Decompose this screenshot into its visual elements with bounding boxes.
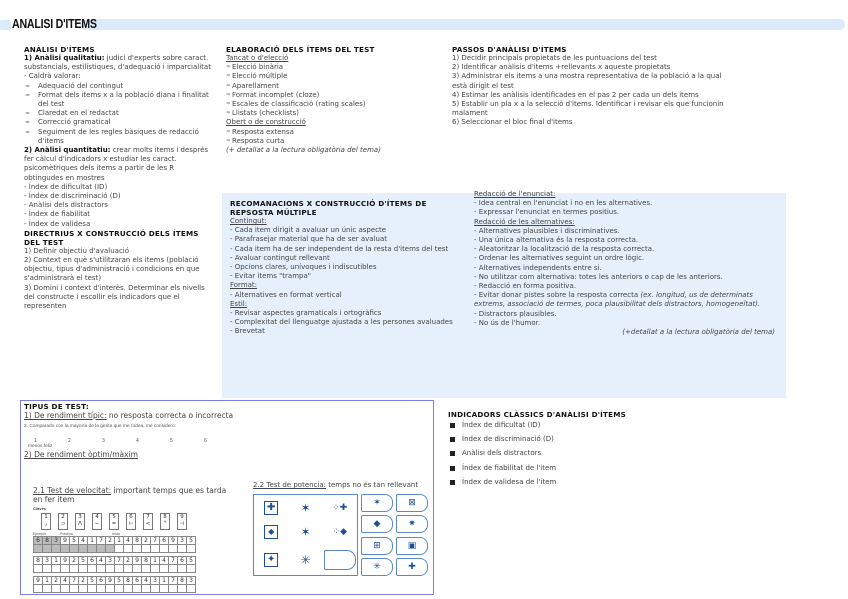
grid-answer-cell xyxy=(178,545,187,553)
contingut-item: - Opcions clares, unívoques i indiscutibles xyxy=(230,263,377,272)
grid-digit: 1 xyxy=(88,537,97,545)
alternatives-item: - Alternatives plausibles i discriminatives. xyxy=(474,226,620,235)
tancat-item: ≈ Llistats (checklists) xyxy=(226,109,441,118)
grid-answer-cell xyxy=(70,545,79,553)
grid-answer-cell xyxy=(124,585,133,593)
key-box: 9 ⊣ xyxy=(177,513,187,530)
grid-label: Inicio xyxy=(112,532,121,537)
grid-label: Práctica xyxy=(60,532,73,537)
key-row xyxy=(41,513,233,530)
key-box: 6 ⊢ xyxy=(126,513,136,530)
grid-answer-cell xyxy=(79,585,88,593)
option-target-square-icon: ▣ xyxy=(396,537,428,555)
grid-digit: 6 xyxy=(34,537,43,545)
alternatives-item: - Alternatives independents entre si. xyxy=(474,263,602,272)
tancat-item: ≈ Escales de classificació (rating scales) xyxy=(226,100,441,109)
grid-answer-cell xyxy=(178,585,187,593)
recomanacions-note: (+detallat a la lectura obligatòria del tema) xyxy=(622,328,775,337)
grid-digit: 3 xyxy=(106,557,115,565)
grid-answer-cell xyxy=(124,565,133,573)
grid-answer-cell xyxy=(169,545,178,553)
valorar-item: ≈ Seguiment de les regles bàsiques de redacció d'items xyxy=(24,128,214,146)
enunciat-item: - Expressar l'enunciat en termes positius. xyxy=(474,208,620,217)
index-item: - Índex de discriminació (D) xyxy=(24,192,121,201)
title-decoration-left xyxy=(0,20,11,30)
grid-answer-cell xyxy=(61,565,70,573)
grid-answer-cell xyxy=(97,565,106,573)
options-panel xyxy=(361,494,428,576)
grid-answer-cell xyxy=(142,565,151,573)
grid-answer-cell xyxy=(70,565,79,573)
grid-digit: 2 xyxy=(106,537,115,545)
title-bar xyxy=(0,18,848,31)
grid-answer-cell xyxy=(43,545,52,553)
grid-answer-cell xyxy=(151,565,160,573)
grid-digit: 6 xyxy=(133,577,142,585)
contingut-item: - Parafrasejar material que ha de ser avaluat xyxy=(230,235,388,244)
final-item: - No ús de l'humor. xyxy=(474,318,541,327)
grid-digit: 2 xyxy=(52,577,61,585)
tancat-item: ≈ Format incomplet (cloze) xyxy=(226,91,441,100)
grid-digit: 8 xyxy=(34,557,43,565)
contingut-item: - Cada item ha de ser independent de la resta d'items del test xyxy=(230,244,449,253)
grid-answer-cell xyxy=(133,585,142,593)
option-dotted-diamond-icon: ◆ xyxy=(361,515,393,533)
option-star-icon: ✶ xyxy=(361,494,393,512)
grid-digit: 6 xyxy=(88,557,97,565)
pas-item: 2) Identificar anàlisis d'items +rellevants x aqueste propietats xyxy=(452,63,671,72)
tipus-heading: TIPUS DE TEST: xyxy=(24,402,89,411)
grid-answer-cell xyxy=(52,545,61,553)
grid-label: Ejemplo xyxy=(33,532,46,537)
grid-digit: 2 xyxy=(70,557,79,565)
grid-answer-cell xyxy=(178,565,187,573)
key-box: 5 = xyxy=(109,513,119,530)
option-dotted-plus-icon: ✚ xyxy=(396,558,428,576)
optim-label: 2) De rendiment òptim/màxim xyxy=(24,450,138,460)
grid-answer-cell xyxy=(34,545,43,553)
title-decoration-right xyxy=(80,19,845,30)
grid-digit: 9 xyxy=(133,557,142,565)
sparkle-square-icon: ✦ xyxy=(264,553,278,567)
elaboracio-heading: ELABORACIÓ DELS ÍTEMS DEL TEST xyxy=(226,45,375,54)
quantitatiu-label: 2) Anàlisi quantitatiu: xyxy=(24,146,111,155)
grid-answer-cell xyxy=(88,565,97,573)
grid-digit: 3 xyxy=(187,577,196,585)
grid-digit: 7 xyxy=(70,577,79,585)
grid-digit: 5 xyxy=(187,537,196,545)
grid-digit: 3 xyxy=(43,557,52,565)
indicadors-heading: INDICADORS CLÀSSICS D'ANÀLISI D'ÍTEMS xyxy=(448,410,626,419)
grid-digit: 6 xyxy=(160,537,169,545)
format-label: Format: xyxy=(230,281,258,290)
contingut-label: Contingut: xyxy=(230,217,267,225)
grid-digit: 7 xyxy=(169,557,178,565)
grid-answer-cell xyxy=(97,585,106,593)
option-asterisk-icon: ✳ xyxy=(361,558,393,576)
grid-answer-cell xyxy=(52,565,61,573)
grid-digit: 6 xyxy=(178,557,187,565)
asterisk-icon: ✳ xyxy=(300,552,311,567)
grid-answer-cell xyxy=(34,585,43,593)
tancat-item: ≈ Elecció múltiple xyxy=(226,72,441,81)
obert-item: ≈ Resposta extensa xyxy=(226,128,441,137)
indicador-item: Índex de validesa de l'item xyxy=(448,478,728,487)
grid-digit: 5 xyxy=(187,557,196,565)
grid-digit: 2 xyxy=(79,577,88,585)
grid-answer-cell xyxy=(43,565,52,573)
scale-value: 4 xyxy=(136,438,139,445)
pas-item: 3) Administrar els items a una mostra representativa de la població a la qual està dirigit el test xyxy=(452,72,722,90)
recomanacions-right xyxy=(474,190,779,337)
analisi-heading: ANÀLISI D'ÍTEMS xyxy=(24,45,95,54)
grid-digit: 1 xyxy=(160,577,169,585)
grid-digit: 2 xyxy=(124,557,133,565)
key-box: 3 Λ xyxy=(75,513,85,530)
elaboracio-note: (+ detallat a la lectura obligatòria del tema) xyxy=(226,146,381,155)
pas-item: 6) Seleccionar el bloc final d'items xyxy=(452,118,573,127)
format-item: - Alternatives en format vertical xyxy=(230,290,342,299)
grid-digit: 9 xyxy=(34,577,43,585)
grid-digit: 4 xyxy=(124,537,133,545)
digit-grid xyxy=(33,556,196,573)
grid-answer-cell xyxy=(142,585,151,593)
scale-value: 6 xyxy=(204,438,207,445)
enunciat-label: Redacció de l'enunciat: xyxy=(474,190,556,198)
grid-digit: 1 xyxy=(115,537,124,545)
grid-digit: 7 xyxy=(97,537,106,545)
indicador-item: Índex de discriminació (D) xyxy=(448,435,728,444)
grid-digit: 6 xyxy=(97,577,106,585)
grid-answer-cell xyxy=(61,545,70,553)
scale-low-label: menos feliz xyxy=(28,444,53,450)
recomanacions-heading: RECOMANACIONS X CONSTRUCCIÓ D'ÍTEMS DE REPSOSTA MÚLTIPLE xyxy=(230,199,427,217)
grid-answer-cell xyxy=(70,585,79,593)
grid-answer-cell xyxy=(124,545,133,553)
pistes-italic: (ex. longitud, us de determinats extrems, associació de termes, poca plausibilitat dels distractors, homogeneïtat). xyxy=(474,291,761,309)
pistes-text: - Evitar donar pistes sobre la resposta correcta xyxy=(474,291,641,300)
tipic-label: 1) De rendiment típic: xyxy=(24,411,107,420)
estil-label: Estil: xyxy=(230,299,248,308)
alternatives-item: - No utilitzar com alternativa: totes les anteriors o cap de les anteriors. xyxy=(474,272,723,281)
grid-answer-cell xyxy=(88,545,97,553)
grid-digit: 8 xyxy=(133,537,142,545)
pas-item: 5) Establir un pla x a la selecció d'items. Identificar i revisar els que funcionin malament xyxy=(452,100,724,118)
index-item: - Índex de dificultat (ID) xyxy=(24,182,108,191)
grid-answer-cell xyxy=(106,545,115,553)
grid-answer-cell xyxy=(160,585,169,593)
grid-answer-cell xyxy=(187,565,196,573)
grid-answer-cell xyxy=(151,585,160,593)
grid-digit: 3 xyxy=(178,537,187,545)
grid-digit: 1 xyxy=(52,557,61,565)
grid-digit: 7 xyxy=(151,537,160,545)
grid-answer-cell xyxy=(52,585,61,593)
grid-digit: 5 xyxy=(88,577,97,585)
dotted-plus-icon: ⁘✚ xyxy=(332,502,348,513)
potencia-figure xyxy=(253,494,428,576)
recomanacions-left xyxy=(230,199,465,337)
grid-digit: 9 xyxy=(61,557,70,565)
grid-answer-cell xyxy=(88,585,97,593)
valorar-item: ≈ Format dels items x a la població diana i finalitat del test xyxy=(24,91,214,109)
pas-item: 1) Decidir principals propietats de les puntuacions del test xyxy=(452,54,657,62)
key-box: 2 ⊃ xyxy=(58,513,68,530)
grid-answer-cell xyxy=(115,545,124,553)
grid-digit: 4 xyxy=(160,557,169,565)
option-plus-square-icon: ⊞ xyxy=(361,537,393,555)
grid-answer-cell xyxy=(61,585,70,593)
velocitat-label: 2.1 Test de velocitat: xyxy=(33,486,112,495)
grid-digit: 5 xyxy=(79,557,88,565)
indicador-item: Anàlisi dels distractors xyxy=(448,449,728,458)
grid-digit: 5 xyxy=(115,577,124,585)
key-box: 1 ⌟ xyxy=(41,513,51,530)
grid-digit: 4 xyxy=(61,577,70,585)
scale-value: 5 xyxy=(170,438,173,445)
caldra-text: - Caldrà valorar: xyxy=(24,72,81,81)
grid-digit: 9 xyxy=(169,537,178,545)
alternatives-item: - Una única alternativa és la resposta correcta. xyxy=(474,236,639,245)
passos-section xyxy=(452,45,732,128)
grid-digit: 9 xyxy=(61,537,70,545)
estil-item: - Complexitat del llenguatge ajustada a les persones avaluades xyxy=(230,318,453,327)
potencia-label: 2.2 Test de potencia: xyxy=(253,481,326,489)
scale-value: 3 xyxy=(102,438,105,445)
grid-answer-cell xyxy=(79,565,88,573)
plus-square-icon: ✚ xyxy=(264,501,278,515)
grid-digit: 8 xyxy=(43,537,52,545)
grid-digit: 3 xyxy=(151,577,160,585)
qualitatiu-label: 1) Anàlisi qualitatiu: xyxy=(24,54,105,62)
grid-answer-cell xyxy=(142,545,151,553)
scale-value: 2 xyxy=(68,438,71,445)
obert-item: ≈ Resposta curta xyxy=(226,137,441,146)
grid-digit: 7 xyxy=(115,557,124,565)
grid-digit: 3 xyxy=(52,537,61,545)
velocitat-text: important temps que es tarda en fer item xyxy=(33,486,227,505)
grid-answer-cell xyxy=(160,565,169,573)
grid-answer-cell xyxy=(115,585,124,593)
scale-value: 1 xyxy=(34,438,37,445)
elaboracio-section xyxy=(226,45,441,155)
valorar-item: ≈ Claredat en el redactat xyxy=(24,109,214,118)
grid-digit: 4 xyxy=(79,537,88,545)
grid-answer-cell xyxy=(160,545,169,553)
example-question: 2. Comparado con la mayoría de la gente que me rodea, me considero: xyxy=(24,424,176,430)
qualitatiu-text: judici d'experts sobre caract. substancials, estilístiques, d'adequació i imparcialitat xyxy=(24,54,211,72)
star-icon: ✶ xyxy=(300,500,311,515)
directriu-item: 1) Definir objectiu d'avaluació xyxy=(24,246,130,255)
grid-answer-cell xyxy=(187,585,196,593)
grid-digit: 8 xyxy=(178,577,187,585)
star-icon: ✶ xyxy=(300,525,311,540)
valorar-item: ≈ Correcció gramatical xyxy=(24,118,214,127)
key-box: 4 − xyxy=(92,513,102,530)
grid-answer-cell xyxy=(97,545,106,553)
tancat-item: ≈ Aparellament xyxy=(226,82,441,91)
estil-item: - Revisar aspectes gramaticals i ortogràfics xyxy=(230,309,382,318)
contingut-item: - Evitar items "trampa" xyxy=(230,272,311,281)
grid-digit: 5 xyxy=(70,537,79,545)
indicador-item: Índex de fiabilitat de l'item xyxy=(448,464,728,473)
grid-answer-cell xyxy=(106,565,115,573)
grid-digit: 8 xyxy=(142,557,151,565)
grid-answer-cell xyxy=(187,545,196,553)
claves-label: Claves xyxy=(33,506,46,512)
analisi-section xyxy=(24,45,214,311)
enunciat-item: - Idea central en l'enunciat i no en les alternatives. xyxy=(474,199,653,208)
page-title: ANALISI D'ITEMS xyxy=(12,16,97,31)
grid-answer-cell xyxy=(169,585,178,593)
grid-digit: 7 xyxy=(169,577,178,585)
obert-label: Obert o de construcció xyxy=(226,118,306,127)
passos-heading: PASSOS D'ANÀLISI D'ÍTEMS xyxy=(452,45,567,54)
key-box: 7 < xyxy=(143,513,153,530)
tipic-text: no resposta correcta o incorrecta xyxy=(106,411,234,420)
contingut-item: - Avaluar contingut rellevant xyxy=(230,253,330,262)
tipus-box xyxy=(20,400,434,595)
pas-item: 4) Estimar les anàlisis identificades en el pas 2 per cada un dels items xyxy=(452,90,699,99)
grid-digit: 4 xyxy=(142,577,151,585)
alternatives-item: - Ordenar les alternatives seguint un ordre lògic. xyxy=(474,254,645,263)
contingut-item: - Cada item dirigit a avaluar un únic aspecte xyxy=(230,226,387,235)
velocitat-section xyxy=(33,486,233,593)
estil-item: - Brevetat xyxy=(230,327,265,336)
option-star-icon: ✷ xyxy=(396,515,428,533)
diamond-square-icon: ◆ xyxy=(264,525,278,539)
potencia-text: temps no és tan rellevant xyxy=(326,481,419,489)
index-item: - Anàlisi dels distractors xyxy=(24,201,108,210)
grid-digit: 1 xyxy=(151,557,160,565)
grid-answer-cell xyxy=(133,565,142,573)
directriu-item: 3) Domini i context d'interès. Determinar els nivells del constructe i escollir els indicadors que el representen xyxy=(24,283,205,311)
tancat-label: Tancat o d'elecció xyxy=(226,54,289,62)
recomanacions-box xyxy=(222,190,786,398)
potencia-section xyxy=(253,481,428,576)
matrix-panel xyxy=(253,494,358,576)
grid-answer-cell xyxy=(115,565,124,573)
alternatives-item: - Aleatoritzar la localització de la resposta correcta. xyxy=(474,245,655,254)
grid-answer-cell xyxy=(151,545,160,553)
final-item: - Distractors plausibles. xyxy=(474,309,557,318)
grid-digit: 1 xyxy=(43,577,52,585)
dotted-diamond-icon: ⁘◆ xyxy=(332,527,348,538)
option-crossed-box-icon: ⊠ xyxy=(396,494,428,512)
alternatives-label: Redacció de les alternatives: xyxy=(474,217,575,226)
directrius-heading: DIRECTRIUS X CONSTRUCCIÓ DELS ÍTEMS DEL TEST xyxy=(24,228,199,247)
quantitatiu-text: crear molts items i després fer càlcul d'indicadors x estudiar les caract. psicomètriques dels items a partir de les R obtingudes en mostres xyxy=(24,146,209,182)
indicadors-section xyxy=(448,410,728,487)
blank-answer-tag xyxy=(324,550,356,570)
alternatives-item: - Redacció en forma positiva. xyxy=(474,282,576,291)
grid-answer-cell xyxy=(34,565,43,573)
grid-answer-cell xyxy=(79,545,88,553)
digit-grid xyxy=(33,576,196,593)
grid-answer-cell xyxy=(43,585,52,593)
grid-digit: 2 xyxy=(142,537,151,545)
grid-digit: 9 xyxy=(106,577,115,585)
indicador-item: Índex de dificultat (ID) xyxy=(448,421,728,430)
grid-answer-cell xyxy=(169,565,178,573)
index-item: - Índex de fiabilitat xyxy=(24,210,90,219)
grid-digit: 8 xyxy=(124,577,133,585)
directriu-item: 2) Context en què s'utilitzaran els items (població objectiu, tipus d'administració i condicions en que s'administrarà el test) xyxy=(24,256,200,283)
grid-answer-cell xyxy=(133,545,142,553)
tancat-item: ≈ Elecció binària xyxy=(226,63,441,72)
grid-digit: 4 xyxy=(97,557,106,565)
digit-grid xyxy=(33,536,196,553)
index-item: - Índex de validesa xyxy=(24,219,91,228)
grid-answer-cell xyxy=(106,585,115,593)
key-box: 8 ⌝ xyxy=(160,513,170,530)
valorar-item: ≈ Adequació del contingut xyxy=(24,82,214,91)
